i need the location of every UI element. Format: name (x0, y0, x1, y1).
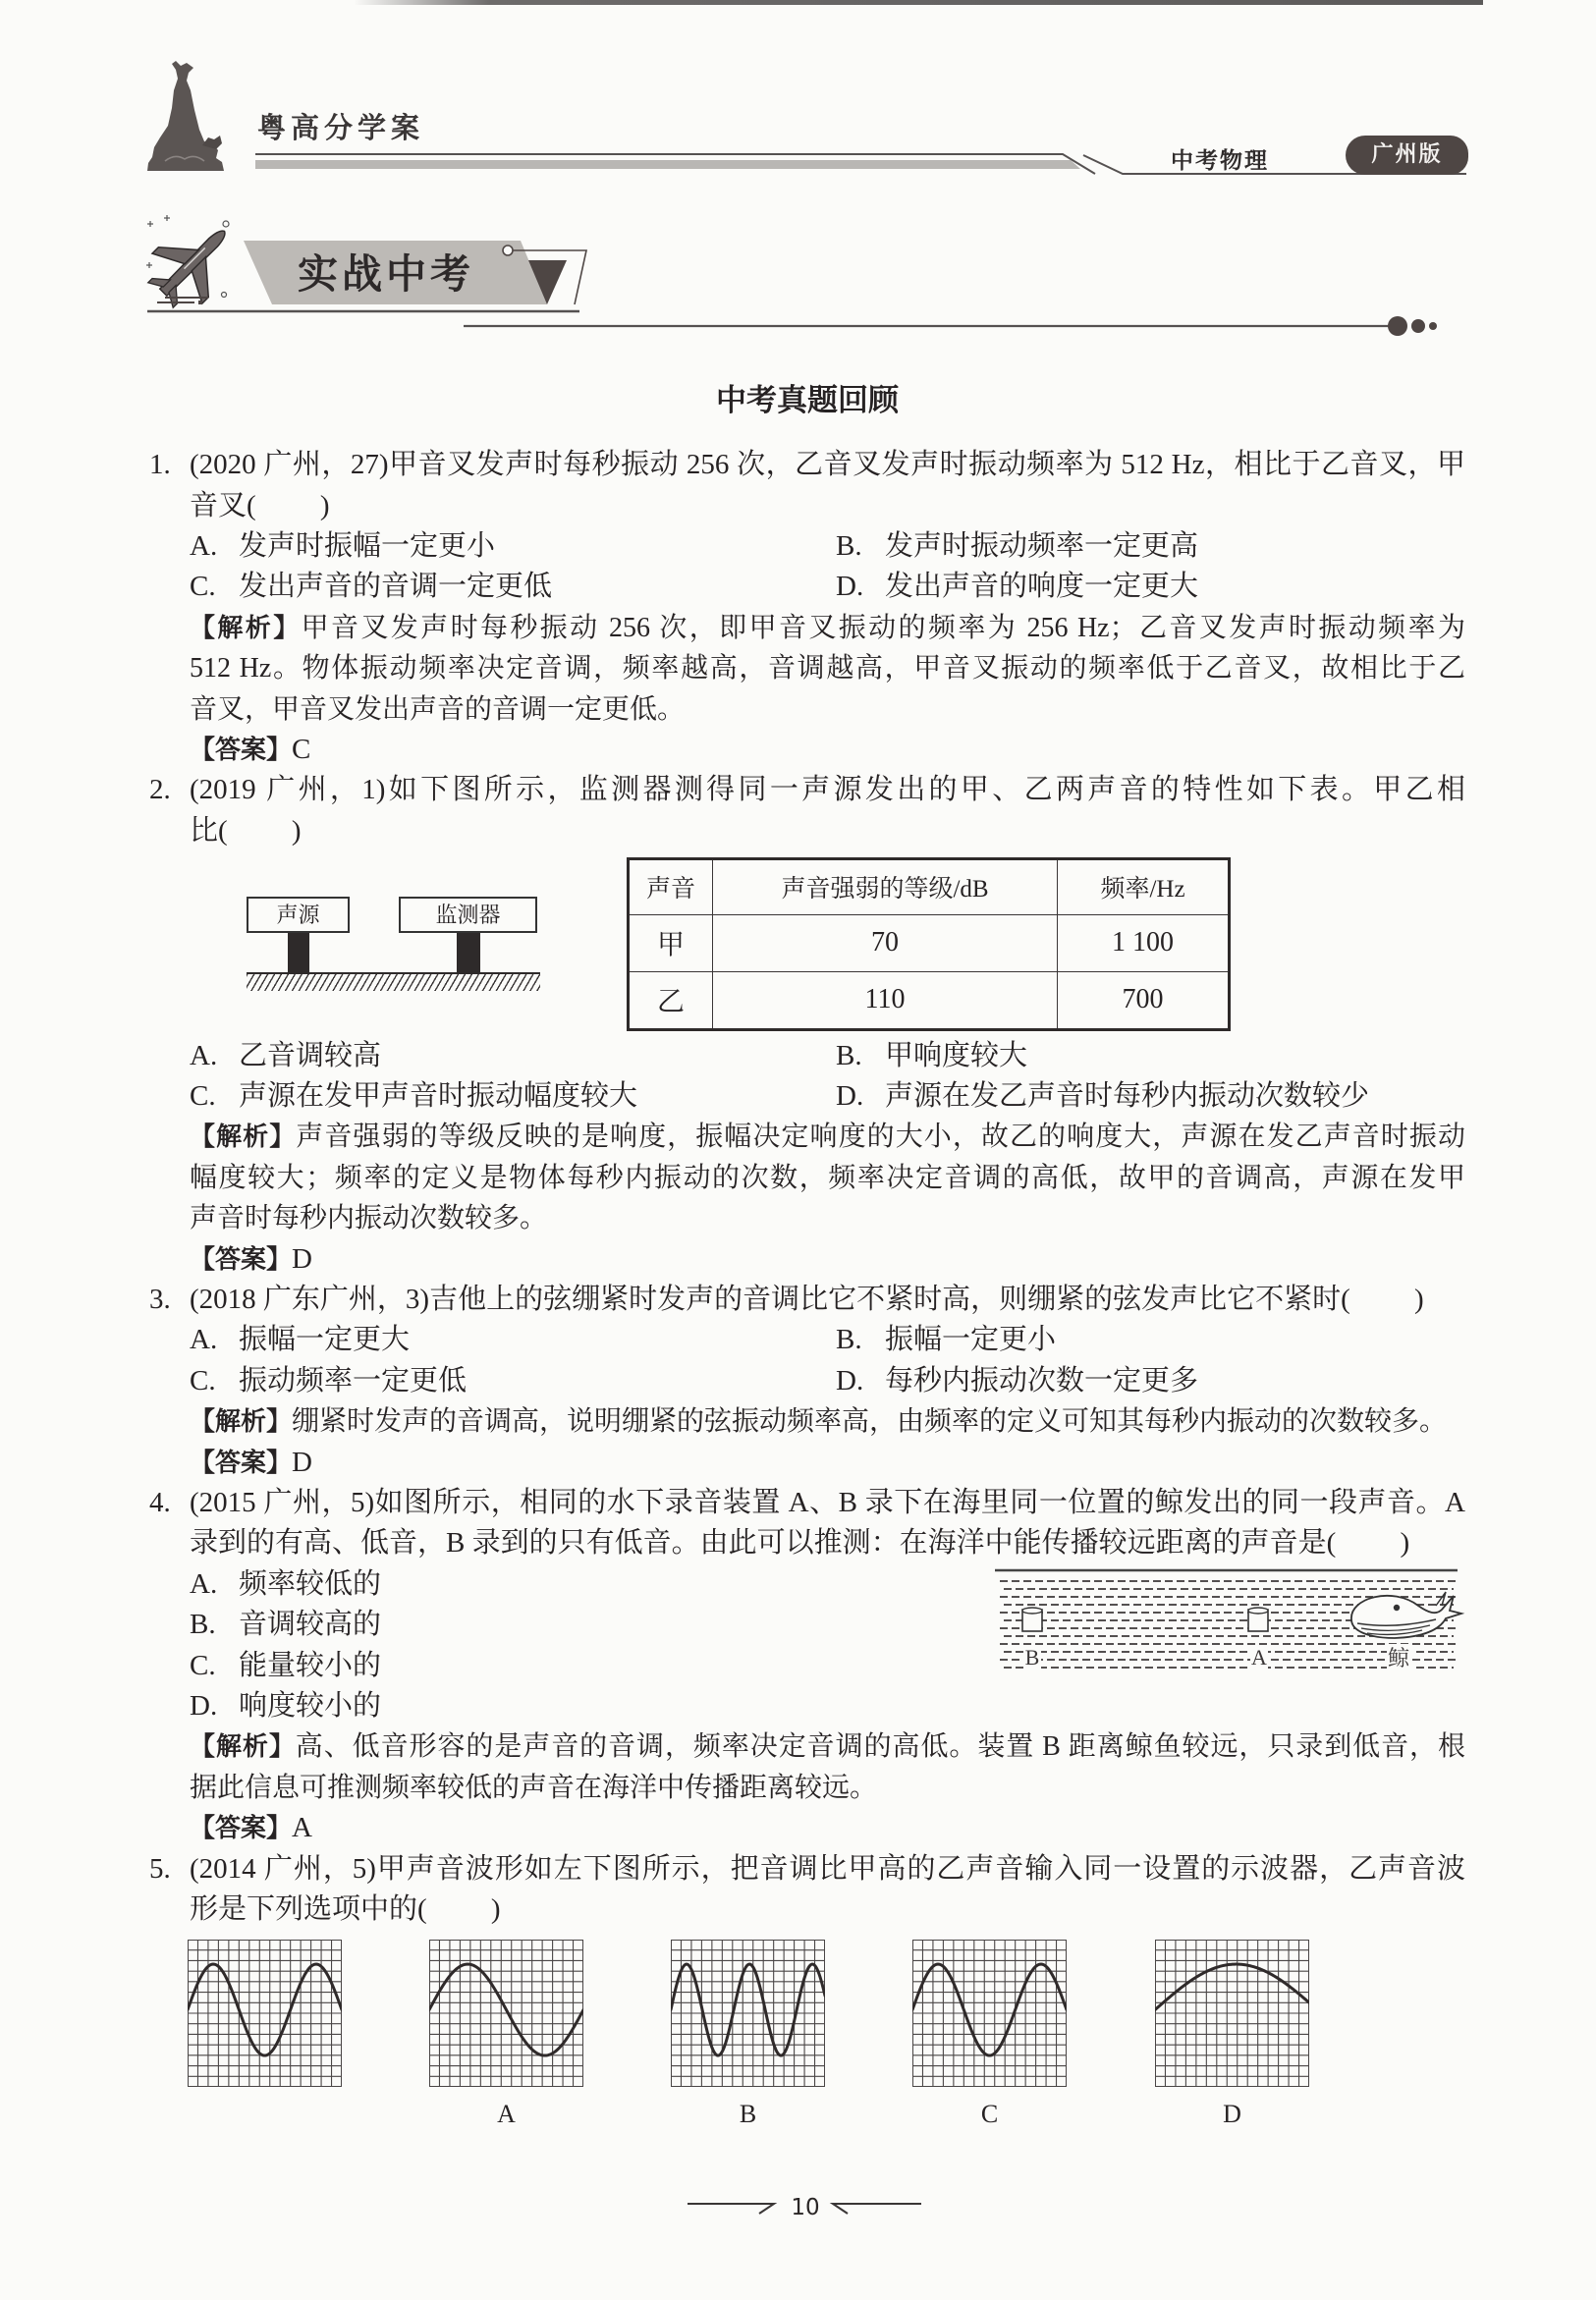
option-letter: D. (836, 1364, 864, 1396)
option-c (190, 1646, 381, 1686)
table-header: 声音 (629, 858, 713, 914)
oscilloscope-grid (1155, 1940, 1309, 2087)
table-row (629, 971, 1230, 1029)
q5-stem-line (147, 1849, 1465, 1889)
q1-answer (147, 730, 1465, 770)
option-c (190, 1076, 637, 1117)
q1-stem-line (147, 486, 1465, 526)
stem-text: 录到的有高、低音，B 录到的只有低音。由此可以推测：在海洋中能传播较远距离的声音是( ) (190, 1527, 1410, 1560)
option-letter: A. (190, 1567, 218, 1600)
table-row (629, 914, 1230, 971)
q4-stem-line (147, 1483, 1465, 1523)
analysis-text: 声音强弱的等级反映的是响度，振幅决定响度的大小，故乙的响度大，声源在发乙声音时振动 (296, 1122, 1465, 1153)
q4-analysis-line (147, 1768, 1465, 1808)
analysis-text: 甲音叉发声时每秒振动 256 次，即甲音叉振动的频率为 256 Hz；乙音叉发声时振动频率为 (301, 612, 1465, 643)
waveform-option-a (429, 1940, 583, 2129)
option-text: 音调较高的 (239, 1609, 382, 1641)
table-header-row (629, 858, 1230, 914)
q2-answer (147, 1239, 1465, 1280)
analysis-text: 幅度较大；频率的定义是物体每秒内振动的次数，频率决定音调的高低，故甲的音调高，声源在发甲 (190, 1162, 1465, 1193)
brand-title: 粤高分学案 (257, 111, 425, 144)
oscilloscope-grid (912, 1940, 1067, 2087)
option-text: 乙音调较高 (239, 1039, 382, 1071)
analysis-text: 绷紧时发声的音调高，说明绷紧的弦振动频率高，由频率的定义可知其每秒内振动的次数较多。 (292, 1406, 1448, 1438)
option-letter: C. (190, 1080, 216, 1113)
option-text: 声源在发甲声音时振动幅度较大 (239, 1080, 638, 1113)
sound-source-box: 声源 (247, 897, 350, 933)
analysis-label: 【解析】 (190, 1732, 296, 1763)
option-c (190, 567, 552, 607)
option-b (836, 526, 1198, 567)
option-letter: A. (190, 1039, 218, 1071)
sound-source-post (288, 933, 309, 972)
stem-text: (2014 广州，5)甲声音波形如左下图所示，把音调比甲高的乙声音输入同一设置的示波器，乙声音波 (190, 1852, 1465, 1885)
q2-figure (147, 851, 1465, 1036)
page-number: 10 (791, 2195, 820, 2220)
option-letter: A. (190, 1324, 218, 1356)
answer-value: D (292, 1446, 312, 1478)
q3-analysis-line (147, 1401, 1465, 1442)
option-text: 发声时振幅一定更小 (239, 530, 496, 563)
option-d (190, 1686, 381, 1726)
option-text: 振幅一定更大 (239, 1324, 411, 1356)
waveform-label: C (980, 2099, 999, 2128)
option-text: 响度较小的 (239, 1689, 382, 1722)
option-d (836, 1076, 1369, 1117)
q1-stem-line (147, 445, 1465, 485)
option-text: 发出声音的音调一定更低 (239, 571, 553, 603)
waveform-label: B (739, 2099, 757, 2128)
q4-underwater-figure (992, 1566, 1465, 1676)
divider-dot-icon (1388, 316, 1407, 336)
stem-text: (2015 广州，5)如图所示，相同的水下录音装置 A、B 录下在海里同一位置的鲸发出的同一段声音。A (190, 1487, 1465, 1518)
question-number: 2. (149, 774, 171, 806)
five-goats-logo-icon (145, 59, 228, 173)
waveform-label: D (1223, 2099, 1241, 2128)
option-letter: A. (190, 530, 218, 563)
q3-options-row (147, 1361, 1465, 1401)
q3-answer (147, 1443, 1465, 1483)
question-number: 4. (149, 1487, 171, 1518)
q1-analysis-line (147, 608, 1465, 648)
analysis-label: 【解析】 (190, 1407, 293, 1438)
option-text: 振动频率一定更低 (239, 1364, 468, 1396)
q1-analysis-line (147, 648, 1465, 688)
table-cell: 甲 (629, 914, 713, 971)
q2-analysis-line (147, 1198, 1465, 1238)
sound-property-table (627, 857, 1231, 1031)
q1-analysis-line (147, 689, 1465, 730)
q5-waveform-figure (147, 1930, 1465, 2156)
q2-analysis-line (147, 1117, 1465, 1157)
oscilloscope-grid (671, 1940, 825, 2087)
option-b (836, 1036, 1027, 1076)
analysis-text: 音叉，甲音叉发出声音的音调一定更低。 (190, 693, 686, 725)
q4-option-row (147, 1686, 1465, 1726)
table-cell: 110 (713, 971, 1058, 1029)
question-number: 3. (149, 1284, 171, 1316)
stem-text: 形是下列选项中的( ) (190, 1892, 501, 1925)
monitor-post (457, 933, 480, 972)
option-text: 发声时振动频率一定更高 (885, 530, 1199, 563)
option-text: 发出声音的响度一定更大 (885, 571, 1199, 603)
recorder-b-label: B (1024, 1645, 1040, 1670)
stem-text: 音叉( ) (190, 489, 330, 521)
waveform-option-c (912, 1940, 1067, 2129)
sparkle-icon (146, 215, 170, 268)
waveform-reference (188, 1940, 342, 2129)
stem-text: 比( ) (190, 814, 302, 847)
q3-stem-line (147, 1280, 1465, 1320)
edition-badge: 广州版 (1346, 136, 1468, 175)
q2-stem-line (147, 811, 1465, 851)
oscilloscope-grid (188, 1940, 342, 2087)
whale-label: 鲸 (1387, 1646, 1410, 1670)
option-a (190, 1320, 410, 1360)
answer-label: 【答案】 (190, 736, 293, 766)
answer-value: D (292, 1242, 312, 1275)
table-header: 声音强弱的等级/dB (713, 858, 1058, 914)
analysis-label: 【解析】 (190, 613, 302, 643)
q1-options-row (147, 526, 1465, 567)
divider-dot-icon (1429, 322, 1437, 330)
option-c (190, 1361, 467, 1401)
option-letter: C. (190, 1649, 216, 1681)
waveform-label: A (497, 2099, 516, 2128)
table-cell: 1 100 (1058, 914, 1230, 971)
whale-icon (1351, 1592, 1461, 1638)
section-banner-title: 实战中考 (298, 250, 474, 298)
stem-text: (2020 广州，27)甲音叉发声时每秒振动 256 次，乙音叉发声时振动频率为 512 Hz，相比于乙音叉，甲 (190, 449, 1465, 481)
option-letter: D. (836, 571, 864, 603)
option-letter: C. (190, 1364, 216, 1396)
answer-label: 【答案】 (190, 1448, 293, 1478)
answer-label: 【答案】 (190, 1244, 293, 1275)
ground-hatch (247, 972, 540, 991)
option-letter: B. (836, 1039, 862, 1071)
waveform-label (188, 2100, 342, 2129)
option-letter: B. (190, 1609, 216, 1641)
table-cell: 70 (713, 914, 1058, 971)
option-text: 频率较低的 (239, 1567, 382, 1600)
option-letter: D. (190, 1689, 218, 1722)
option-letter: D. (836, 1080, 864, 1113)
oscilloscope-grid (429, 1940, 583, 2087)
q4-answer (147, 1808, 1465, 1848)
option-text: 振幅一定更小 (885, 1324, 1057, 1356)
option-a (190, 1036, 381, 1076)
analysis-text: 高、低音形容的是声音的音调，频率决定音调的高低。装置 B 距离鲸鱼较远，只录到低音，根 (295, 1731, 1465, 1763)
section-divider (452, 312, 1454, 340)
recorder-a-icon (1248, 1608, 1268, 1631)
q2-options-row (147, 1036, 1465, 1076)
option-text: 甲响度较大 (885, 1039, 1028, 1071)
option-letter: B. (836, 1324, 862, 1356)
table-cell: 乙 (629, 971, 713, 1029)
answer-value: A (292, 1812, 312, 1844)
stem-text: (2019 广州，1)如下图所示，监测器测得同一声源发出的甲、乙两声音的特性如下表。甲乙相 (190, 774, 1465, 806)
answer-label: 【答案】 (190, 1814, 293, 1844)
option-b (190, 1605, 381, 1645)
scan-edge-line (354, 0, 1483, 5)
option-a (190, 1564, 381, 1605)
page-title: 中考真题回顾 (716, 383, 899, 417)
table-header: 频率/Hz (1058, 858, 1230, 914)
q2-options-row (147, 1076, 1465, 1117)
option-d (836, 567, 1198, 607)
q2-stem-line (147, 770, 1465, 810)
recorder-a-label: A (1251, 1645, 1267, 1670)
table-cell: 700 (1058, 971, 1230, 1029)
monitor-box: 监测器 (399, 897, 537, 933)
option-b (836, 1320, 1056, 1360)
option-d (836, 1361, 1198, 1401)
option-text: 声源在发乙声音时每秒内振动次数较少 (885, 1080, 1370, 1113)
divider-dot-icon (1411, 319, 1425, 333)
q4-analysis-line (147, 1726, 1465, 1767)
waveform-option-d (1155, 1940, 1309, 2129)
question-number: 1. (149, 449, 171, 481)
option-letter: C. (190, 571, 216, 603)
option-text: 能量较小的 (239, 1649, 382, 1681)
analysis-text: 声音时每秒内振动次数较多。 (190, 1203, 548, 1234)
analysis-text: 据此信息可推测频率较低的声音在海洋中传播距离较远。 (190, 1772, 878, 1803)
question-number: 5. (149, 1852, 171, 1885)
header-rule (246, 128, 1483, 182)
answer-value: C (292, 734, 311, 766)
recorder-b-icon (1022, 1608, 1042, 1631)
option-letter: B. (836, 530, 862, 563)
question-list (147, 445, 1465, 2156)
q5-stem-line (147, 1889, 1465, 1930)
option-a (190, 526, 495, 567)
subject-label: 中考物理 (1171, 148, 1269, 174)
analysis-text: 512 Hz。物体振动频率决定音调，频率越高，音调越高，甲音叉振动的频率低于乙音叉，故相比于乙 (190, 653, 1465, 685)
q4-stem-line (147, 1523, 1465, 1563)
option-text: 每秒内振动次数一定更多 (885, 1364, 1199, 1396)
stem-text: (2018 广东广州，3)吉他上的弦绷紧时发声的音调比它不紧时高，则绷紧的弦发声比它不紧时( ) (190, 1284, 1424, 1316)
analysis-label: 【解析】 (190, 1123, 297, 1153)
q2-analysis-line (147, 1158, 1465, 1198)
q3-options-row (147, 1320, 1465, 1360)
q1-options-row (147, 567, 1465, 607)
waveform-option-b (671, 1940, 825, 2129)
